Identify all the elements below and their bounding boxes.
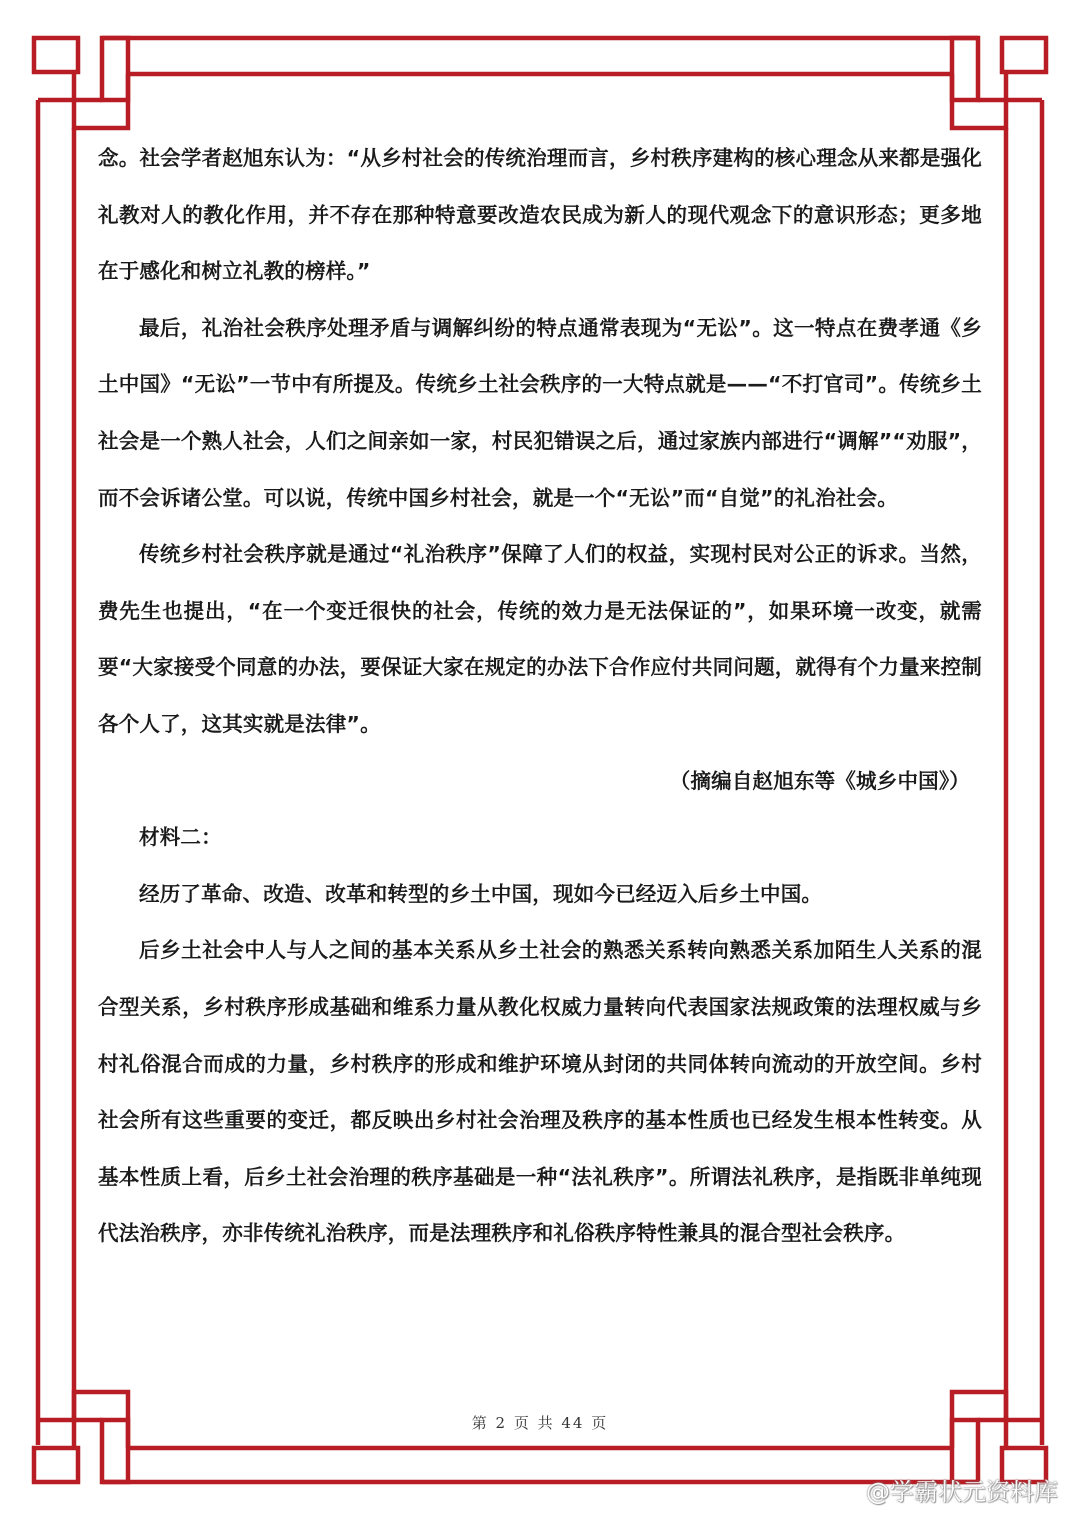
watermark: @学霸状元资料库 [866, 1478, 1058, 1506]
citation-source: （摘编自赵旭东等《城乡中国》） [669, 768, 970, 793]
paragraph-post-rural-intro: 经历了革命、改造、改革和转型的乡土中国，现如今已经迈入后乡土中国。 [139, 881, 823, 906]
paragraph-lizhi-order: 传统乡村社会秩序就是通过“礼治秩序”保障了人们的权益，实现村民对公正的诉求。当然，费先生也提出，“在一个变迁很快的社会，传统的效力是无法保证的”，如果环境一改变，就需要“大家接受个同意的办法，要保证大家在规定的办法下合作应付共同问题，就得有个力量来控制各个人了，这其实就是法律”。 [98, 542, 982, 736]
frame-corner-top-right [952, 38, 1046, 128]
document-body [98, 130, 982, 1262]
paragraph-continuation: 念。社会学者赵旭东认为：“从乡村社会的传统治理而言，乡村秩序建构的核心理念从来都是强化礼教对人的教化作用，并不存在那种特意要改造农民成为新人的现代观念下的意识形态；更多地在于感化和树立礼教的榜样。” [98, 146, 982, 284]
frame-corner-top-left [34, 38, 128, 128]
page-number-footer: 第 2 页 共 44 页 [471, 1414, 609, 1432]
paragraph-wusong: 最后，礼治社会秩序处理矛盾与调解纠纷的特点通常表现为“无讼”。这一特点在费孝通《乡土中国》“无讼”一节中有所提及。传统乡土社会秩序的一大特点就是——“不打官司”。传统乡土社会是一个熟人社会，人们之间亲如一家，村民犯错误之后，通过家族内部进行“调解”“劝服”，而不会诉诸公堂。可以说，传统中国乡村社会，就是一个“无讼”而“自觉”的礼治社会。 [98, 315, 982, 510]
frame-corner-bottom-right [952, 1392, 1046, 1482]
material-two-heading: 材料二： [139, 825, 222, 850]
frame-corner-bottom-left [34, 1392, 128, 1482]
paragraph-post-rural-detail: 后乡土社会中人与人之间的基本关系从乡土社会的熟悉关系转向熟悉关系加陌生人关系的混合型关系，乡村秩序形成基础和维系力量从教化权威力量转向代表国家法规政策的法理权威与乡村礼俗混合而成的力量，乡村秩序的形成和维护环境从封闭的共同体转向流动的开放空间。乡村社会所有这些重要的变迁，都反映出乡村社会治理及秩序的基本性质也已经发生根本性转变。从基本性质上看，后乡土社会治理的秩序基础是一种“法礼秩序”。所谓法礼秩序，是指既非单纯现代法治秩序，亦非传统礼治秩序，而是法理秩序和礼俗秩序特性兼具的混合型社会秩序。 [98, 938, 982, 1246]
